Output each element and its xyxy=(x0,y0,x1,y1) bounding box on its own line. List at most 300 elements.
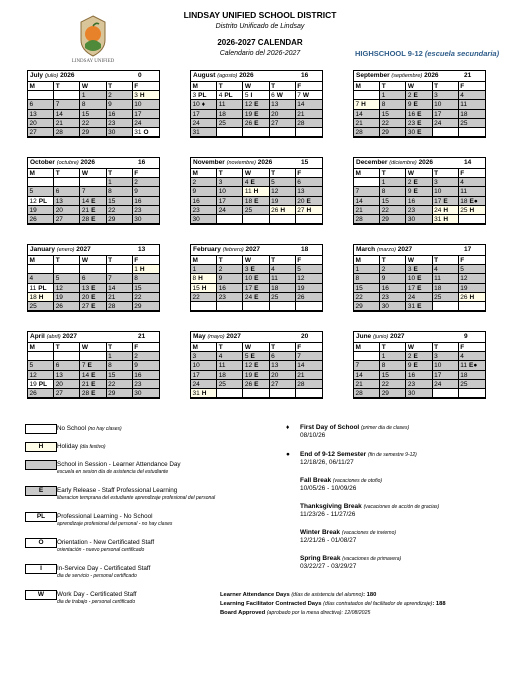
day-cell: 16 xyxy=(406,197,432,206)
month-name: June xyxy=(356,333,373,340)
month-header xyxy=(28,332,159,343)
weekday-header: T xyxy=(107,343,133,352)
day-cell: 27 xyxy=(54,389,80,398)
day-cell: 24 xyxy=(433,380,459,389)
day-marker: E xyxy=(413,101,418,109)
day-cell: 2 E xyxy=(406,352,432,361)
weekday-header: W xyxy=(243,169,269,178)
day-cell: 9 xyxy=(217,274,243,283)
weekday-header: T xyxy=(433,343,459,352)
day-cell: 13 xyxy=(28,110,54,119)
day-cell xyxy=(54,352,80,361)
day-cell: 23 xyxy=(380,293,406,302)
weekday-header: T xyxy=(433,256,459,265)
day-cell: 10 xyxy=(133,100,159,109)
day-cell: 14 xyxy=(107,284,133,293)
day-cell: 17 xyxy=(191,110,217,119)
day-cell xyxy=(217,215,243,224)
day-marker: W xyxy=(302,92,310,100)
month-header xyxy=(354,245,485,256)
weekday-header: M xyxy=(28,169,54,178)
day-marker: E● xyxy=(469,362,478,370)
day-cell: 8 xyxy=(354,274,380,283)
day-cell: 1 xyxy=(380,91,406,100)
day-marker: H xyxy=(469,206,475,214)
day-cell: 12 E xyxy=(243,100,269,109)
weekday-header: F xyxy=(133,82,159,91)
legend-label: School in Session - Learner Attendance Day escuela en sesion dia de asistencia del estudiante xyxy=(57,461,181,475)
day-cell: 22 xyxy=(80,119,106,128)
day-cell: 30 xyxy=(107,128,133,137)
day-cell: 21 xyxy=(354,206,380,215)
day-marker: PL xyxy=(224,92,233,100)
day-marker: W xyxy=(276,92,283,100)
day-cell: 18 xyxy=(217,110,243,119)
legend-label: Professional Learning - No School aprendizaje profesional del personal - no hay clases xyxy=(57,513,173,527)
day-cell: 12 PL xyxy=(28,197,54,206)
weekday-header: T xyxy=(433,82,459,91)
day-cell: 16 xyxy=(191,197,217,206)
dot-icon: ● xyxy=(286,451,290,458)
weekday-header: M xyxy=(191,169,217,178)
day-cell: 3 H xyxy=(133,91,159,100)
day-cell: 12 E xyxy=(243,361,269,370)
day-cell: 31 xyxy=(191,128,217,137)
day-cell: 26 E xyxy=(243,119,269,128)
day-cell: 24 xyxy=(191,119,217,128)
day-cell: 5 xyxy=(28,361,54,370)
day-cell: 11 xyxy=(459,187,485,196)
day-cell: 13 xyxy=(296,187,322,196)
day-marker: H xyxy=(469,293,475,301)
day-cell: 29 xyxy=(354,302,380,311)
weekday-header: M xyxy=(28,343,54,352)
day-cell: 20 xyxy=(54,206,80,215)
event-item: Fall Break (vacaciones de otoño) 10/05/26 - 10/09/26 xyxy=(300,477,383,492)
day-cell: 24 E xyxy=(243,293,269,302)
day-cell xyxy=(270,389,296,398)
weekday-header: W xyxy=(80,169,106,178)
month-name: February xyxy=(193,246,223,253)
day-marker: H xyxy=(139,266,145,274)
day-cell: 9 xyxy=(133,361,159,370)
month-year: 2026 xyxy=(237,72,254,79)
day-cell: 8 xyxy=(80,100,106,109)
day-marker: E xyxy=(413,266,418,274)
weekday-header: F xyxy=(296,169,322,178)
day-marker: E xyxy=(91,206,96,214)
day-cell: 6 xyxy=(80,274,106,283)
month-header xyxy=(354,71,485,82)
day-cell xyxy=(54,265,80,274)
day-cell xyxy=(217,389,243,398)
day-cell: 24 xyxy=(406,293,432,302)
month-january xyxy=(27,244,160,312)
day-cell: 11 xyxy=(217,361,243,370)
day-cell: 14 xyxy=(296,100,322,109)
legend-swatch: H xyxy=(25,442,57,452)
day-cell: 4 xyxy=(217,352,243,361)
weekday-header: T xyxy=(107,169,133,178)
day-marker: E xyxy=(254,101,259,109)
month-year: 2027 xyxy=(74,246,91,253)
day-cell: 1 xyxy=(107,178,133,187)
day-cell: 2 xyxy=(133,178,159,187)
day-cell: 11 xyxy=(459,100,485,109)
day-cell xyxy=(270,302,296,311)
event-item: Winter Break (vacaciones de invierno) 12/21/26 - 01/08/27 xyxy=(300,529,397,544)
day-cell: 3 PL xyxy=(191,91,217,100)
day-marker: PL xyxy=(38,284,47,292)
day-cell: 29 xyxy=(80,128,106,137)
day-marker: E xyxy=(413,353,418,361)
day-cell: 15 xyxy=(80,110,106,119)
day-cell: 22 xyxy=(380,206,406,215)
day-cell: 14 E xyxy=(80,197,106,206)
day-cell: 26 H xyxy=(270,206,296,215)
legend-swatch: I xyxy=(25,564,57,574)
month-name-es: (agosto) xyxy=(217,73,238,79)
day-cell: 18 xyxy=(217,371,243,380)
day-cell: 21 xyxy=(354,119,380,128)
day-cell: 11 xyxy=(433,274,459,283)
month-name: November xyxy=(193,159,227,166)
weekday-header: F xyxy=(296,343,322,352)
day-cell: 1 xyxy=(354,265,380,274)
day-marker: E xyxy=(306,197,311,205)
day-cell: 25 xyxy=(243,206,269,215)
day-cell: 30 E xyxy=(406,128,432,137)
day-cell: 7 xyxy=(354,187,380,196)
day-cell: 13 E xyxy=(80,284,106,293)
legend-swatch: W xyxy=(25,590,57,600)
day-marker: E xyxy=(91,302,96,310)
weekday-header: F xyxy=(133,256,159,265)
day-cell: 25 xyxy=(459,119,485,128)
weekday-header: F xyxy=(133,169,159,178)
event-item: ♦First Day of School (primer dia de clases) 08/10/26 xyxy=(286,424,410,439)
month-name-es: (abril) xyxy=(46,334,61,340)
day-cell: 12 xyxy=(296,274,322,283)
day-cell: 28 xyxy=(296,119,322,128)
day-cell: 17 xyxy=(191,371,217,380)
day-cell xyxy=(296,389,322,398)
weekday-header: W xyxy=(80,256,106,265)
month-name: December xyxy=(356,159,390,166)
day-cell: 14 xyxy=(296,361,322,370)
day-cell: 28 xyxy=(296,380,322,389)
event-item: ●End of 9-12 Semester (fin de semestre 9-12) 12/18/26, 06/11/27 xyxy=(286,451,417,466)
weekday-header: F xyxy=(459,343,485,352)
weekday-header: T xyxy=(217,343,243,352)
day-cell: 25 xyxy=(217,119,243,128)
month-name-es: (febrero) xyxy=(222,247,244,253)
day-cell: 2 xyxy=(380,265,406,274)
weekday-header: T xyxy=(380,256,406,265)
month-name: April xyxy=(30,333,47,340)
day-cell: 31 H xyxy=(433,215,459,224)
day-cell: 16 xyxy=(380,284,406,293)
day-cell: 1 xyxy=(191,265,217,274)
day-cell: 15 xyxy=(380,110,406,119)
month-april xyxy=(27,331,160,399)
day-cell: 20 E xyxy=(296,197,322,206)
day-cell: 28 E xyxy=(80,389,106,398)
month-header xyxy=(191,158,322,169)
day-cell: 4 xyxy=(459,352,485,361)
day-cell xyxy=(28,178,54,187)
day-cell: 14 E xyxy=(80,371,106,380)
day-cell: 11 xyxy=(270,274,296,283)
day-cell: 21 xyxy=(54,119,80,128)
legend-label: Orientation - New Certificated Staff orientación - nuevo personal certificado xyxy=(57,539,155,553)
day-cell: 27 xyxy=(28,128,54,137)
weekday-header: M xyxy=(354,343,380,352)
weekday-header: W xyxy=(406,169,432,178)
day-cell: 9 E xyxy=(406,187,432,196)
day-cell: 27 H xyxy=(296,206,322,215)
day-cell: 15 xyxy=(107,197,133,206)
day-marker: H xyxy=(139,92,145,100)
day-cell: 7 W xyxy=(296,91,322,100)
month-name: October xyxy=(30,159,57,166)
day-marker: E xyxy=(91,371,96,379)
day-cell: 5 xyxy=(54,274,80,283)
day-cell xyxy=(217,128,243,137)
day-cell xyxy=(459,215,485,224)
day-cell: 23 xyxy=(133,206,159,215)
day-cell: 6 xyxy=(54,361,80,370)
day-cell: 14 xyxy=(54,110,80,119)
district-title-es: Distrito Unificado de Lindsay xyxy=(215,23,305,30)
footer-line: Learning Facilitator Contracted Days (días contratados del facilitador de aprendizaje): 188 xyxy=(220,601,446,607)
weekday-header: W xyxy=(406,343,432,352)
month-header xyxy=(28,158,159,169)
month-year: 2026 xyxy=(255,159,273,166)
day-cell: 3 xyxy=(433,178,459,187)
month-year: 2027 xyxy=(395,246,413,253)
day-marker: H xyxy=(280,206,286,214)
day-cell: 14 xyxy=(354,371,380,380)
day-cell: 12 xyxy=(28,371,54,380)
day-cell: 2 E xyxy=(406,91,432,100)
day-cell xyxy=(28,352,54,361)
day-cell: 9 xyxy=(133,187,159,196)
month-name: September xyxy=(356,72,392,79)
day-cell: 3 E xyxy=(243,265,269,274)
day-cell: 19 xyxy=(459,284,485,293)
day-marker: PL xyxy=(38,380,48,388)
day-cell: 1 xyxy=(380,352,406,361)
day-marker: E xyxy=(417,110,422,118)
day-cell: 7 H xyxy=(354,100,380,109)
day-cell: 20 xyxy=(54,380,80,389)
day-cell: 25 xyxy=(459,380,485,389)
month-year: 2026 xyxy=(78,159,96,166)
day-cell: 21 xyxy=(354,380,380,389)
weekday-header: M xyxy=(354,256,380,265)
day-cell xyxy=(296,215,322,224)
day-cell: 3 xyxy=(191,352,217,361)
day-marker: E xyxy=(254,197,259,205)
day-cell: 16 xyxy=(406,371,432,380)
day-marker: E xyxy=(417,128,422,136)
month-name-es: (noviembre) xyxy=(226,160,256,166)
day-cell: 19 xyxy=(270,197,296,206)
day-cell: 11 H xyxy=(243,187,269,196)
day-cell: 19 xyxy=(54,293,80,302)
day-marker: E xyxy=(250,179,255,187)
day-cell: 18 xyxy=(459,371,485,380)
day-cell: 21 xyxy=(296,110,322,119)
day-cell xyxy=(354,352,380,361)
legend-label: No School (no hay clases) xyxy=(57,425,122,432)
day-cell: 2 xyxy=(107,91,133,100)
weekday-header: T xyxy=(380,343,406,352)
weekday-header: T xyxy=(380,82,406,91)
day-cell xyxy=(191,302,217,311)
day-cell: 28 xyxy=(354,128,380,137)
day-cell: 5 xyxy=(296,265,322,274)
day-cell: 1 xyxy=(80,91,106,100)
day-cell: 16 xyxy=(217,284,243,293)
day-cell: 10 xyxy=(433,361,459,370)
day-cell: 17 E xyxy=(433,197,459,206)
weekday-header: T xyxy=(54,256,80,265)
weekday-header: W xyxy=(406,82,432,91)
day-cell: 13 xyxy=(54,197,80,206)
day-marker: E xyxy=(254,362,259,370)
day-cell: 29 xyxy=(133,302,159,311)
day-cell: 26 xyxy=(54,302,80,311)
legend-swatch: PL xyxy=(25,512,57,522)
day-cell: 4 E xyxy=(243,178,269,187)
day-cell: 6 xyxy=(54,187,80,196)
day-cell xyxy=(243,302,269,311)
day-cell: 10 xyxy=(217,187,243,196)
weekday-header: F xyxy=(459,169,485,178)
day-cell: 13 xyxy=(270,361,296,370)
month-header xyxy=(354,158,485,169)
month-february xyxy=(190,244,323,312)
day-cell: 17 xyxy=(433,110,459,119)
attendance-count: 15 xyxy=(301,159,309,166)
day-cell: 18 xyxy=(270,284,296,293)
diamond-icon: ♦ xyxy=(286,424,290,431)
day-cell: 15 xyxy=(133,284,159,293)
day-cell: 30 xyxy=(133,215,159,224)
weekday-header: F xyxy=(296,256,322,265)
weekday-header: T xyxy=(107,256,133,265)
day-cell xyxy=(28,265,54,274)
day-cell: 23 xyxy=(107,119,133,128)
day-cell: 13 xyxy=(270,100,296,109)
day-cell: 25 xyxy=(28,302,54,311)
day-cell: 10 xyxy=(433,187,459,196)
month-name-es: (diciembre) xyxy=(389,160,417,166)
day-cell: 7 E xyxy=(80,361,106,370)
day-cell: 28 xyxy=(354,389,380,398)
day-cell: 5 xyxy=(459,265,485,274)
day-cell: 23 xyxy=(217,293,243,302)
attendance-count: 0 xyxy=(138,72,142,79)
weekday-header: T xyxy=(433,169,459,178)
day-cell xyxy=(80,265,106,274)
weekday-header: M xyxy=(191,343,217,352)
day-cell: 29 xyxy=(380,215,406,224)
weekday-header: T xyxy=(54,82,80,91)
day-cell: 2 xyxy=(133,352,159,361)
day-cell: 18 E● xyxy=(459,197,485,206)
footer-line: Learner Attendance Days (días de asistencia del alumno): 180 xyxy=(220,592,377,598)
day-cell: 18 xyxy=(459,110,485,119)
day-cell: 25 xyxy=(217,380,243,389)
day-cell: 30 xyxy=(133,389,159,398)
day-marker: I xyxy=(250,92,253,100)
day-cell: 22 xyxy=(107,206,133,215)
month-name-es: (septiembre) xyxy=(391,73,423,79)
day-marker: E xyxy=(413,362,418,370)
day-cell xyxy=(243,128,269,137)
attendance-count: 20 xyxy=(301,333,309,340)
day-cell: 15 xyxy=(354,284,380,293)
attendance-count: 21 xyxy=(464,72,472,79)
day-marker: E xyxy=(91,197,96,205)
attendance-count: 9 xyxy=(464,333,468,340)
weekday-header: T xyxy=(270,256,296,265)
day-cell xyxy=(54,178,80,187)
day-cell: 15 H xyxy=(191,284,217,293)
legend-label: In-Service Day - Certificated Staff dia de servicio - personal certificado xyxy=(57,565,151,579)
day-cell: 12 xyxy=(270,187,296,196)
month-year: 2027 xyxy=(224,333,241,340)
month-header xyxy=(28,71,159,82)
month-name-es: (enero) xyxy=(56,247,75,253)
month-header xyxy=(191,332,322,343)
day-cell: 27 xyxy=(54,215,80,224)
day-cell: 3 xyxy=(433,91,459,100)
day-cell: 6 xyxy=(270,352,296,361)
day-cell: 15 xyxy=(380,371,406,380)
day-cell: 4 xyxy=(28,274,54,283)
day-cell xyxy=(28,91,54,100)
month-name: July xyxy=(30,72,45,79)
school-label: HIGHSCHOOL 9-12 (escuela secundaria) xyxy=(355,49,500,58)
day-cell: 25 H xyxy=(459,206,485,215)
day-cell: 9 xyxy=(191,187,217,196)
day-cell: 22 xyxy=(191,293,217,302)
day-marker: E xyxy=(413,179,418,187)
event-item: Spring Break (vacaciones de primavera) 03/22/27 - 03/29/27 xyxy=(300,555,402,570)
day-cell: 10 E xyxy=(243,274,269,283)
day-cell: 4 xyxy=(433,265,459,274)
day-cell: 26 xyxy=(296,293,322,302)
day-cell: 28 xyxy=(107,302,133,311)
day-cell xyxy=(80,352,106,361)
day-cell: 26 E xyxy=(243,380,269,389)
day-cell: 27 xyxy=(270,380,296,389)
day-cell: 17 xyxy=(217,197,243,206)
day-cell: 8 xyxy=(133,274,159,283)
weekday-header: W xyxy=(80,343,106,352)
day-marker: E xyxy=(413,188,418,196)
day-marker: E xyxy=(87,362,92,370)
day-cell: 23 xyxy=(133,380,159,389)
day-cell: 11 PL xyxy=(28,284,54,293)
day-cell: 29 xyxy=(380,389,406,398)
day-cell xyxy=(217,302,243,311)
day-cell: 29 xyxy=(107,389,133,398)
